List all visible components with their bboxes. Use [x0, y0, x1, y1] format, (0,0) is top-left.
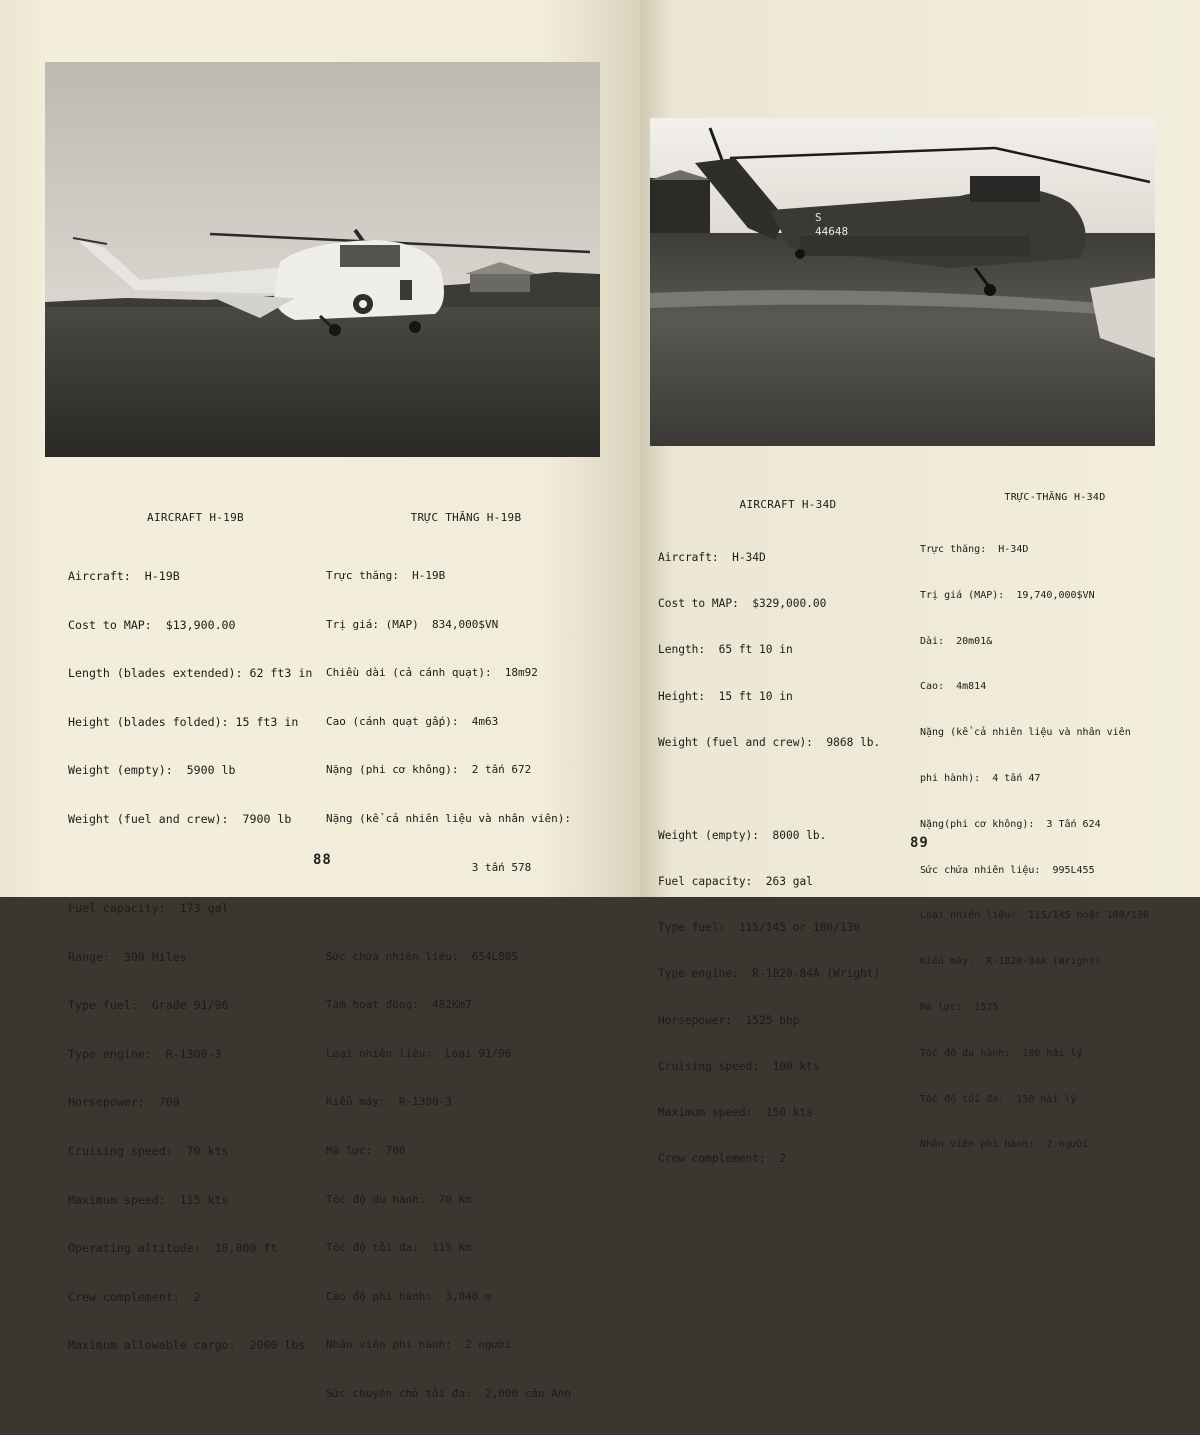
spec-line: Weight (empty): 8000 lb. — [658, 828, 827, 842]
spec-line: Mã lực: 1525 — [920, 1001, 999, 1013]
spec-line: Sức chuyên chở tối đa: 2,000 cân Anh — [326, 1386, 572, 1400]
spec-line: Type fuel: 115/145 or 100/130 — [658, 921, 861, 935]
spec-line: Weight (empty): 5900 lb — [68, 763, 236, 778]
spec-gap — [326, 908, 606, 916]
spec-line: Weight (fuel and crew): 7900 lb — [68, 811, 292, 826]
spec-line: phi hành): 4 tấn 47 — [920, 773, 1041, 784]
spec-line: Length: 65 ft 10 in — [658, 643, 793, 657]
spec-gap — [68, 860, 323, 868]
spec-line: Nhân viên phi hành: 2 người — [326, 1338, 512, 1352]
spec-line: Trị giá: (MAP) 834,000$VN — [326, 617, 499, 631]
spec-line: Horsepower: 700 — [68, 1095, 180, 1110]
spec-line: Maximum speed: 115 kts — [68, 1192, 229, 1207]
spec-line: Length (blades extended): 62 ft3 in — [68, 666, 313, 681]
helicopter-h34d-photo — [650, 118, 1155, 446]
spec-line: Nặng(phi cơ không): 3 Tấn 624 — [920, 818, 1101, 830]
spec-line: Aircraft: H-19B — [68, 569, 180, 584]
h19b-vietnamese-header: TRỰC THĂNG H-19B — [410, 511, 522, 525]
h34d-english-header: AIRCRAFT H-34D — [739, 497, 837, 511]
spec-line: Trị giá (MAP): 19,740,000$VN — [920, 589, 1095, 601]
spec-line: Trực thăng: H-19B — [326, 569, 446, 583]
spec-line: Tốc độ tối đa: 115 Km — [326, 1241, 472, 1255]
spec-line: Crew complement: 2 — [68, 1289, 201, 1304]
spec-line: Tốc độ tối đa: 150 hải lý — [920, 1093, 1077, 1105]
spec-line: Weight (fuel and crew): 9868 lb. — [658, 735, 881, 749]
spec-gap — [658, 781, 918, 797]
spec-line: Nhân viên phi hành: 2 người — [920, 1139, 1089, 1151]
spec-line: Cruising speed: 70 kts — [68, 1143, 229, 1158]
spec-line: Height: 15 ft 10 in — [658, 689, 793, 703]
spec-line: Fuel capacity: 173 gal — [68, 900, 229, 915]
h19b-english-header: AIRCRAFT H-19B — [147, 511, 244, 525]
spec-line: Trực thăng: H-34D — [920, 544, 1029, 556]
h34d-vietnamese-specs — [920, 460, 1190, 1183]
spec-line: Cao độ phi hành: 3,040 m — [326, 1289, 492, 1303]
spec-line: Kiểu máy: R-1820-84A (Wright) — [920, 956, 1101, 968]
spec-line: Aircraft: H-34D — [658, 551, 766, 565]
page-number: 88 — [313, 852, 332, 868]
spec-line: Type engine: R-1300-3 — [68, 1046, 222, 1061]
spec-line: Cost to MAP: $329,000.00 — [658, 597, 827, 611]
h34d-english-specs — [658, 466, 918, 1197]
spec-line: Chiều dài (cả cánh quạt): 18m92 — [326, 666, 538, 680]
spec-line: Nặng (kể cả nhiên liệu và nhân viên — [920, 727, 1131, 739]
spec-line: Operating altitude: 10,000 ft — [68, 1241, 278, 1256]
spec-line: Cao: 4m814 — [920, 681, 987, 693]
spec-line: Cost to MAP: $13,900.00 — [68, 617, 236, 632]
spec-line: Height (blades folded): 15 ft3 in — [68, 714, 299, 729]
spec-line: Cruising speed: 100 kts — [658, 1059, 820, 1073]
spec-line: Type engine: R-1820-84A (Wright) — [658, 967, 881, 981]
h19b-english-specs — [68, 478, 323, 1386]
spec-line: Horsepower: 1525 bhp — [658, 1013, 800, 1027]
page-number: 89 — [910, 835, 929, 851]
right-page — [640, 0, 1200, 1166]
h34d-vietnamese-header: TRỰC-THĂNG H-34D — [1004, 492, 1106, 504]
h19b-vietnamese-specs — [326, 478, 606, 1435]
spec-line: Fuel capacity: 263 gal — [658, 875, 813, 889]
spec-line: Tốc độ du hành: 100 hải lý — [920, 1047, 1083, 1059]
spec-line: Nặng (phi cơ không): 2 tấn 672 — [326, 763, 532, 777]
spec-line: Loại nhiên liệu: 115/145 hoặc 100/130 — [920, 910, 1149, 922]
tail-marking-line1: S — [815, 211, 822, 224]
spec-line: Kiểu máy: R-1300-3 — [326, 1095, 452, 1109]
tail-marking-line2: 44648 — [815, 225, 849, 238]
spec-line: Sức chứa nhiên liệu: 654L805 — [326, 949, 519, 963]
spec-line: Range: 300 Miles — [68, 949, 187, 964]
spec-line: Crew complement: 2 — [658, 1152, 786, 1166]
spec-line: Maximum allowable cargo: 2000 lbs — [68, 1338, 306, 1353]
spec-line: Tầm hoạt động: 482Km7 — [326, 998, 472, 1012]
spec-line: Mã lực: 700 — [326, 1143, 406, 1157]
helicopter-h19b-photo — [45, 62, 600, 457]
spec-line: Cao (cánh quạt gấp): 4m63 — [326, 714, 499, 728]
spec-line: 3 tấn 578 — [326, 860, 532, 874]
spec-line: Loại nhiên liệu: Loại 91/96 — [326, 1046, 512, 1060]
spec-line: Type fuel: Grade 91/96 — [68, 998, 229, 1013]
spec-line: Sức chứa nhiên liệu: 995L455 — [920, 864, 1095, 876]
spec-line: Dài: 20m01& — [920, 635, 993, 647]
spec-line: Tốc độ du hành: 70 Km — [326, 1192, 472, 1206]
spec-line: Nặng (kể cả nhiên liệu và nhân viên): — [326, 811, 572, 825]
spec-line: Maximum speed: 150 kts — [658, 1106, 813, 1120]
